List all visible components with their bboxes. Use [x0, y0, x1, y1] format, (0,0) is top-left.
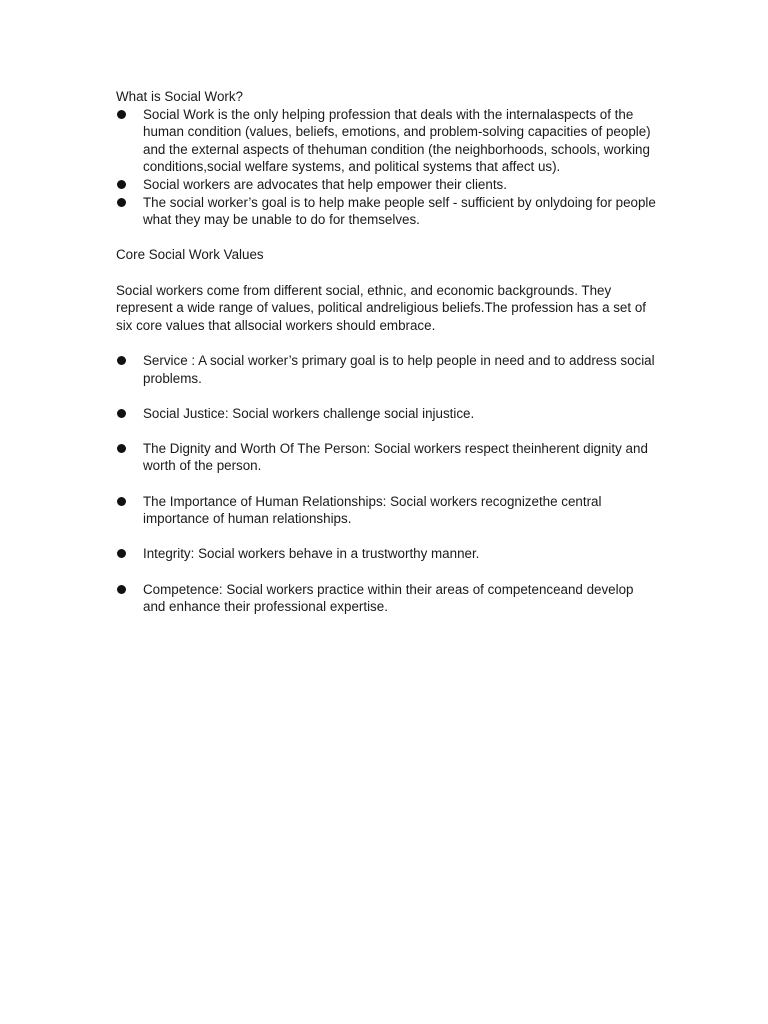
list-item [116, 545, 656, 563]
list-item [116, 352, 656, 387]
bullet-icon [117, 356, 126, 365]
document-page [116, 88, 656, 633]
list-item [116, 440, 656, 475]
list-item [116, 581, 656, 616]
section-heading-core-values: Core Social Work Values [116, 247, 264, 263]
list-item-text: The Dignity and Worth Of The Person: Social workers respect theinherent dignity and worth of the person. [143, 440, 648, 474]
spacer [116, 334, 656, 352]
bullet-icon [117, 409, 126, 418]
list-item [116, 493, 656, 528]
list-item-text: The Importance of Human Relationships: Social workers recognizethe central importance of human relationships. [143, 493, 602, 527]
bullet-icon [117, 444, 126, 453]
list-item-text: Social Justice: Social workers challenge social injustice. [143, 405, 475, 421]
list-item [116, 405, 656, 423]
list-item-text: Social Work is the only helping profession that deals with the internalaspects of the human condition (values, beliefs, emotions, and problem-solving capacities of people) and the external aspects of thehuman condition (the neighborhoods, schools, working conditions,social welfare systems, and political systems that affect us). [143, 106, 651, 175]
list-item-text: The social worker’s goal is to help make people self - sufficient by onlydoing for people what they may be unable to do for themselves. [143, 194, 656, 228]
social-work-definition-list [116, 106, 656, 229]
bullet-icon [117, 180, 126, 189]
list-item [116, 194, 656, 229]
bullet-icon [117, 585, 126, 594]
list-item [116, 106, 656, 176]
list-item-text: Social workers are advocates that help empower their clients. [143, 176, 507, 192]
list-item-text: Integrity: Social workers behave in a trustworthy manner. [143, 546, 480, 562]
bullet-icon [117, 110, 126, 119]
bullet-icon [117, 198, 126, 207]
list-item-text: Service : A social worker’s primary goal is to help people in need and to address social problems. [143, 352, 655, 386]
list-item-text: Competence: Social workers practice within their areas of competenceand develop and enhance their professional expertise. [143, 581, 634, 615]
list-item [116, 176, 656, 194]
section-heading-what-is-social-work: What is Social Work? [116, 89, 244, 104]
spacer [116, 264, 656, 282]
bullet-icon [117, 497, 126, 506]
intro-paragraph: Social workers come from different social, ethnic, and economic backgrounds. They represent a wide range of values, political andreligious beliefs.The profession has a set of six core values that allsocial workers should embrace. [116, 282, 646, 333]
core-values-list [116, 352, 656, 616]
spacer [116, 229, 656, 247]
bullet-icon [117, 549, 126, 558]
